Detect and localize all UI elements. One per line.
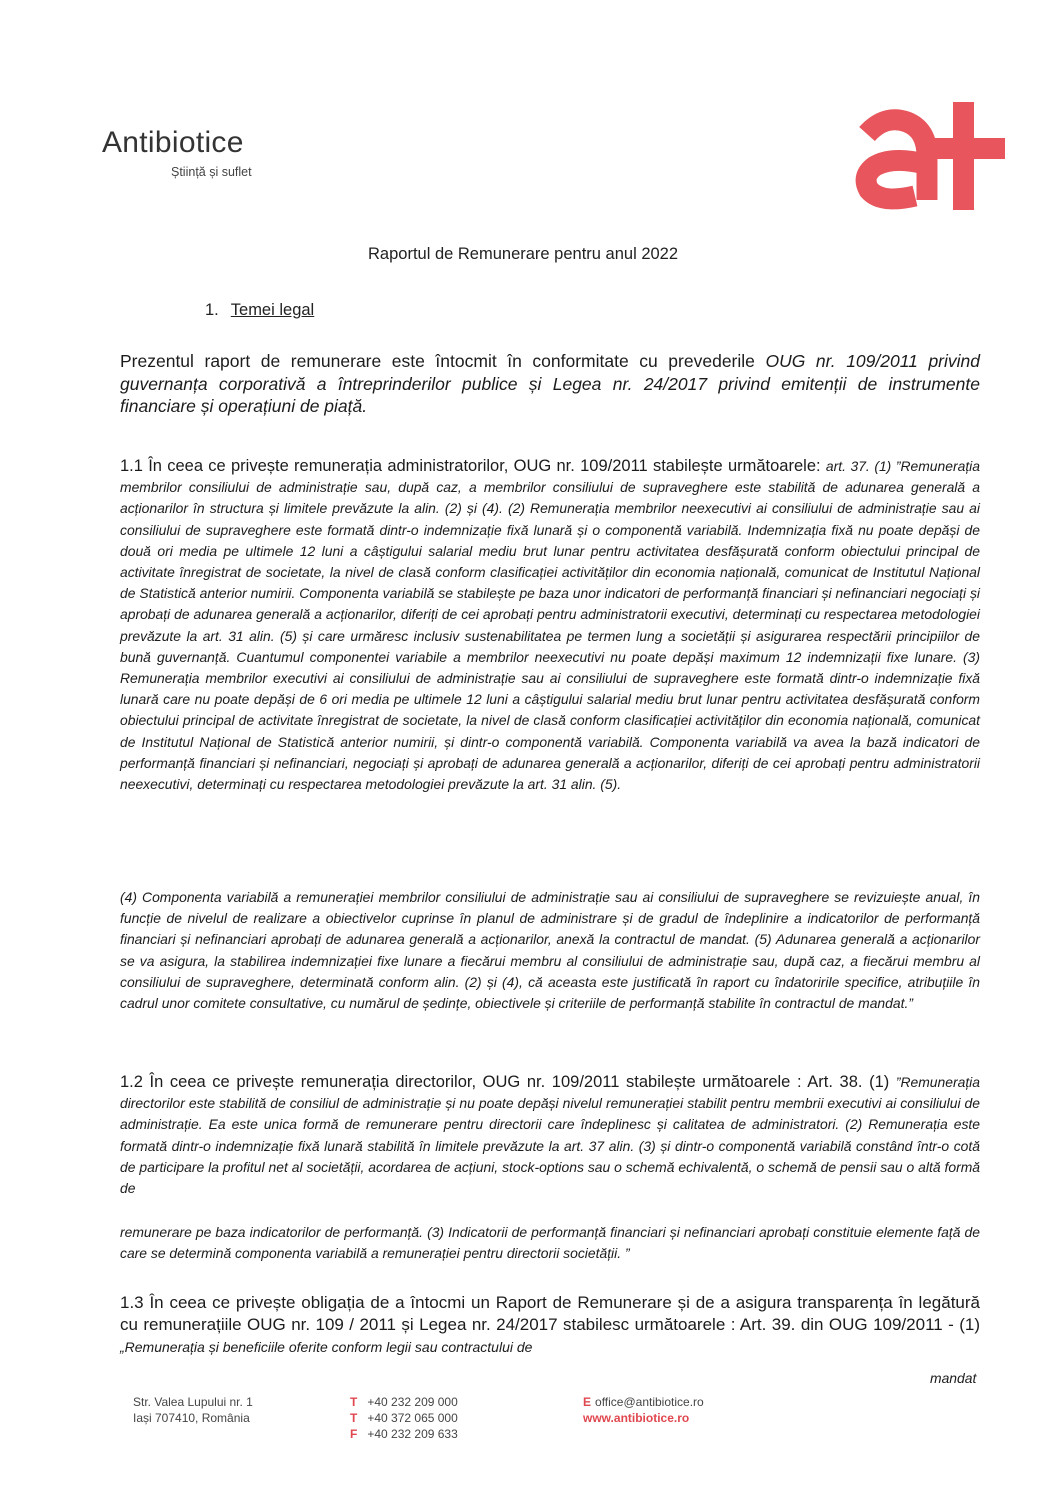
section-heading bbox=[205, 302, 314, 319]
phone-label: T bbox=[350, 1411, 358, 1425]
phone-1: +40 232 209 000 bbox=[367, 1395, 458, 1409]
paragraph-1-2-continued: remunerare pe baza indicatorilor de performanță. (3) Indicatorii de performanță financiari și nefinanciari aprobați constituie elemente față de care se determină componenta variabilă a remunerației pentru directorii societății. ” bbox=[120, 1224, 980, 1262]
address-line-2: Iași 707410, România bbox=[133, 1411, 250, 1425]
footer-phones bbox=[350, 1394, 458, 1442]
paragraph-1-3-lead: 1.3 În ceea ce privește obligația de a întocmi un Raport de Remunerare și de a asigura transparența în legătură cu remunerațiile OUG nr. 109 / 2011 și Legea nr. 24/2017 stabilesc următoarele : Art. 39. din OUG 109/2011 - (1) bbox=[120, 1293, 980, 1334]
fax-label: F bbox=[350, 1427, 358, 1441]
paragraph-1-1-quote: art. 37. (1) ”Remunerația membrilor consiliului de administrație sau, după caz, a membrilor consiliului de supraveghere este stabilită de adunarea generală a acționarilor în structura și limitele prevăzute la alin. (2) și (4). (2) Remunerația membrilor neexecutivi ai consiliului de administrație sau ai consiliului de supraveghere este formată dintr-o indemnizație fixă lunară și o componentă variabilă. Indemnizația fixă nu poate depăși de două ori media pe ultimele 12 luni a câștigului salarial mediu brut lunar pentru activitatea desfășurată conform obiectului principal de activitate înregistrat de societate, la nivel de clasă conform clasificației activităților din economia națională, comunicat de Institutul Național de Statistică anterior numirii. Componenta variabilă se stabilește pe baza unor indicatori de performanță financiari și nefinanciari negociați și aprobați de adunarea generală a acționarilor, diferiți de cei aprobați pentru administratorii executivi, determinați cu respectarea metodologiei prevăzute la art. 31 alin. (5) și care urmăresc inclusiv sustenabilitatea pe termen lung a societății și asigurarea respectării principiilor de bună guvernanță. Cuantumul componentei variabile a membrilor neexecutivi nu poate depăși maximum 12 indemnizații fixe lunare. (3) Remunerația membrilor executivi ai consiliului de administrație sau ai consiliului de supraveghere este formată dintr-o indemnizație fixă lunară care nu poate depăși de 6 ori media pe ultimele 12 luni a câștigului salarial mediu brut lunar pentru activitatea desfășurată conform obiectului principal de activitate înregistrat de societate, la nivel de clasă conform clasificației activităților din economia națională, comunicat de Institutul Național de Statistică anterior numirii, și dintr-o componentă variabilă. Componenta variabilă va avea la bază indicatori de performanță financiari și nefinanciari, negociați și aprobați de adunarea generală a acționarilor, diferiți de cei aprobați pentru administratorii neexecutivi, determinați cu respectarea metodologiei prevăzute la art. 31 alin. (5). bbox=[120, 458, 980, 793]
paragraph-1-2 bbox=[120, 1072, 980, 1199]
paragraph-1-2-lead: 1.2 În ceea ce privește remunerația directorilor, OUG nr. 109/2011 stabilește următoarele : Art. 38. (1) bbox=[120, 1073, 896, 1091]
document-title: Raportul de Remunerare pentru anul 2022 bbox=[368, 245, 679, 263]
section-title: Temei legal bbox=[230, 301, 315, 319]
paragraph-1-2-quote: ”Remunerația directorilor este stabilită de consiliul de administrație și nu poate depăși nivelul remunerației stabilit pentru membrii executivi ai consiliului de administrație. Ea este unica formă de remunerare pentru directorii care îndeplinesc și calitatea de administratori. (2) Remunerația este formată dintr-o indemnizație fixă lunară stabilită în limitele prevăzute la art. 37 alin. (3) și dintr-o componentă variabilă constând într-o cotă de participare la profitul net al societății, acordarea de acțiuni, stock-options sau o schemă echivalentă, o schemă de pensii sau o altă formă de bbox=[120, 1074, 980, 1197]
address-line-1: Str. Valea Lupului nr. 1 bbox=[133, 1395, 253, 1409]
brand-name: Antibiotice bbox=[102, 126, 244, 159]
website-link[interactable]: www.antibiotice.ro bbox=[583, 1411, 690, 1425]
phone-2: +40 372 065 000 bbox=[367, 1411, 458, 1425]
paragraph-1-3-tail: mandat bbox=[930, 1370, 977, 1386]
company-logo bbox=[845, 100, 1005, 210]
fax-number: +40 232 209 633 bbox=[367, 1427, 458, 1441]
paragraph-1-3-quote: „Remunerația și beneficiile oferite conform legii sau contractului de bbox=[120, 1339, 533, 1355]
paragraph-1-1-continued: (4) Componenta variabilă a remunerației membrilor consiliului de administrație sau ai consiliului de supraveghere se revizuiește anual, în funcție de nivelul de realizare a obiectivelor cuprinse în planul de administrare și de gradul de îndeplinire a indicatorilor de performanță financiari și nefinanciari aprobați de adunarea generală a acționarilor, anexă la contractul de mandat. (5) Adunarea generală a acționarilor se va asigura, la stabilirea indemnizației fixe lunare a fiecărui membru al consiliului de administrație sau, după caz, a fiecărui membru al consiliului de supraveghere, determinată conform alin. (2) și (4), că aceasta este justificată în raport cu îndatoririle specifice, atribuțiile în cadrul unor comitete consultative, cu numărul de ședințe, obiectivele și criteriile de performanță stabilite în contractul de mandat.” bbox=[120, 889, 980, 1012]
paragraph-1-3 bbox=[120, 1292, 980, 1358]
phone-label: T bbox=[350, 1395, 358, 1409]
paragraph-1-1-lead: 1.1 În ceea ce privește remunerația administratorilor, OUG nr. 109/2011 stabilește următoarele: bbox=[120, 457, 826, 475]
footer-contact bbox=[583, 1394, 704, 1426]
intro-law-reference: OUG nr. 109/2011 privind guvernanța corporativă a întreprinderilor publice și Legea nr. 24/2017 privind emitenții de instrumente financiare și operațiuni de piață. bbox=[120, 351, 981, 416]
paragraph-1-1 bbox=[120, 456, 980, 795]
email-label: E bbox=[583, 1395, 592, 1409]
footer-address bbox=[133, 1394, 253, 1426]
brand-tagline: Știință și suflet bbox=[171, 165, 252, 179]
intro-text: Prezentul raport de remunerare este întocmit în conformitate cu prevederile bbox=[120, 351, 766, 371]
intro-paragraph bbox=[120, 350, 980, 418]
email-link[interactable]: office@antibiotice.ro bbox=[595, 1395, 704, 1409]
section-number: 1. bbox=[205, 301, 219, 319]
